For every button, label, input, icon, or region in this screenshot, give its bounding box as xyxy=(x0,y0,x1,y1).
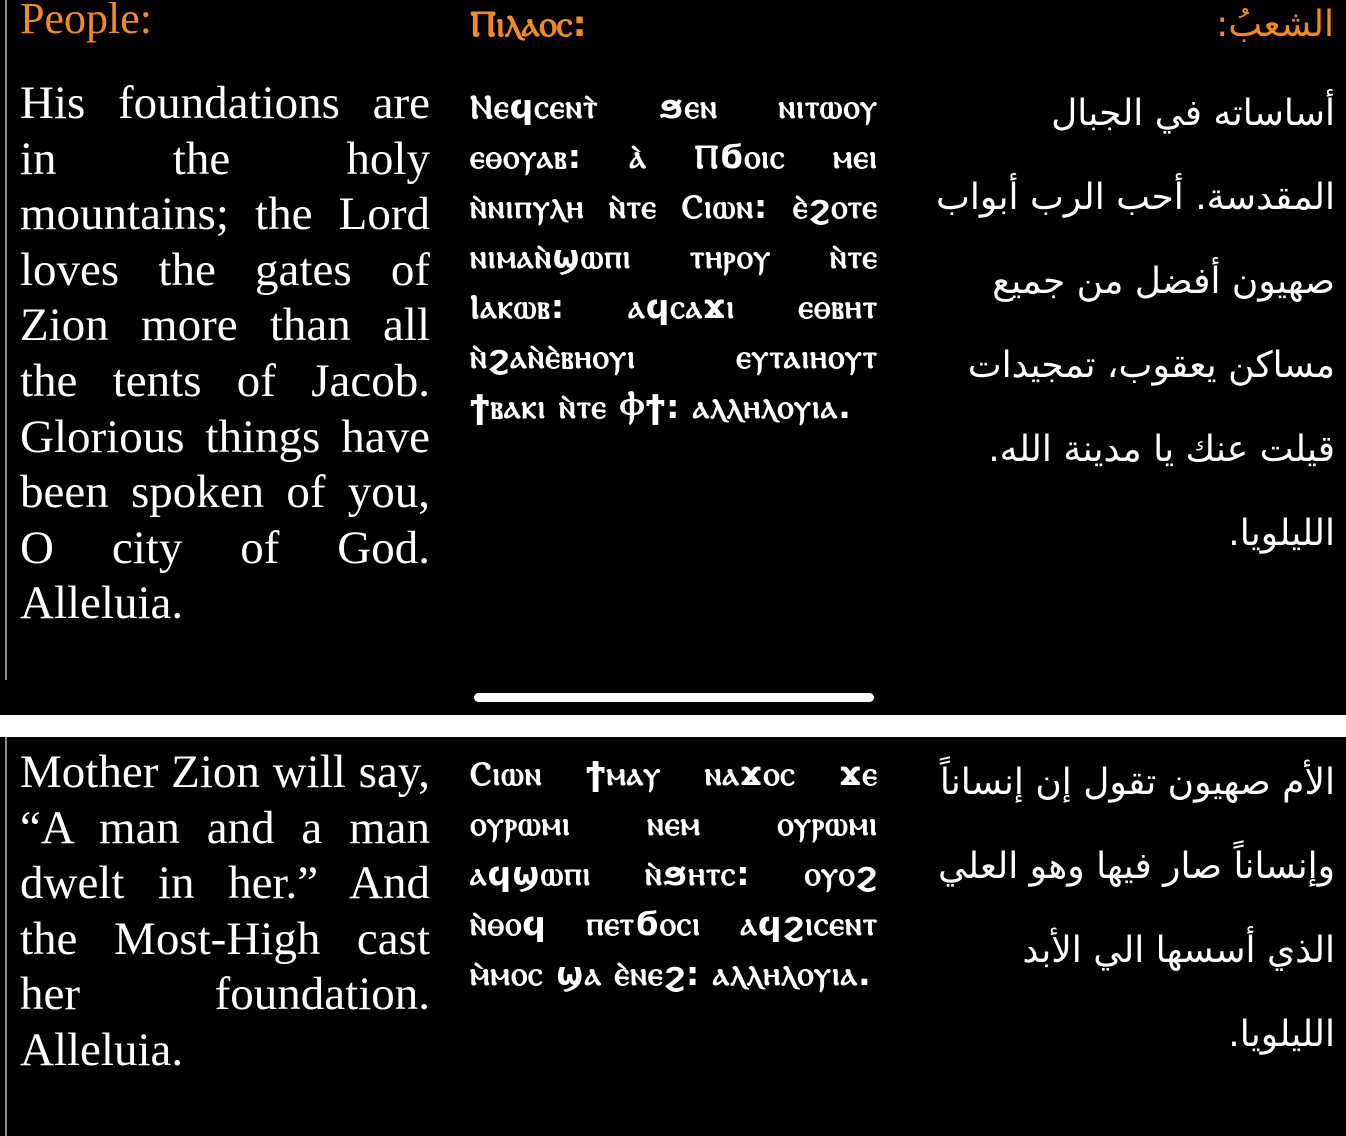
english-verse-text: His foundations are in the holy mountains; the Lord loves the gates of Zion more than all the tents of Jacob. Glorious things have been spoken of you, O city of God. Alleluia. xyxy=(20,77,430,630)
coptic-column-header: Ⲡⲓⲗⲁⲟⲥ: xyxy=(470,4,587,45)
margin-divider-line xyxy=(5,0,7,680)
coptic-verse-text: Ⲥⲓⲱⲛ ϯⲙⲁⲩ ⲛⲁϫⲟⲥ ϫⲉ ⲟⲩⲣⲱⲙⲓ ⲛⲉⲙ ⲟⲩⲣⲱⲙⲓ ⲁϥϣⲱⲡⲓ ⲛ̀ϧⲏⲧⲥ: ⲟⲩⲟϩ ⲛ̀ⲑⲟϥ ⲡⲉⲧϭⲟⲥⲓ ⲁϥϩⲓⲥⲉⲛⲧ ⲙ̀ⲙⲟⲥ ϣⲁ ⲉ̀ⲛⲉϩ: ⲁⲗⲗⲏⲗⲟⲩⲓⲁ. xyxy=(470,754,878,993)
horizontal-scroll-indicator[interactable] xyxy=(474,693,874,702)
arabic-column-header: الشعبُ: xyxy=(1216,4,1334,45)
margin-divider-line xyxy=(5,737,7,1136)
arabic-verse-text: الأم صهيون تقول إن إنساناً وإنساناً صار فيها وهو العلي الذي أسسها الي الأبد الليلويا. xyxy=(937,762,1335,1055)
verse-block-2 xyxy=(0,737,1346,1136)
block-separator xyxy=(0,715,1346,737)
english-column-header: People: xyxy=(20,0,152,43)
arabic-verse-text: أساساته في الجبال المقدسة. أحب الرب أبواب صهيون أفضل من جميع مساكن يعقوب، تمجيدات قيلت عنك يا مدينة الله. الليلويا. xyxy=(936,93,1335,554)
english-verse-text: Mother Zion will say, “A man and a man dwelt in her.” And the Most-High cast her foundation. Alleluia. xyxy=(20,746,430,1076)
coptic-verse-text: Ⲛⲉϥⲥⲉⲛⲧ̀ ϧⲉⲛ ⲛⲓⲧⲱⲟⲩ ⲉⲑⲟⲩⲁⲃ: ⲁ̀ Ⲡϭⲟⲓⲥ ⲙⲉⲓ ⲛ̀ⲛⲓⲡⲩⲗⲏ ⲛ̀ⲧⲉ Ⲥⲓⲱⲛ: ⲉ̀ϩⲟⲧⲉ ⲛⲓⲙⲁⲛ̀ϣⲱⲡⲓ ⲧⲏⲣⲟⲩ ⲛ̀ⲧⲉ Ⲓⲁⲕⲱⲃ: ⲁϥⲥⲁϫⲓ ⲉⲑⲃⲏⲧ ⲛ̀ϩⲁⲛ̀ⲉ̀ⲃⲏⲟⲩⲓ ⲉⲩⲧⲁⲓⲏⲟⲩⲧ ϯⲃⲁⲕⲓ ⲛ̀ⲧⲉ Ⲫϯ: ⲁⲗⲗⲏⲗⲟⲩⲓⲁ. xyxy=(470,87,878,426)
